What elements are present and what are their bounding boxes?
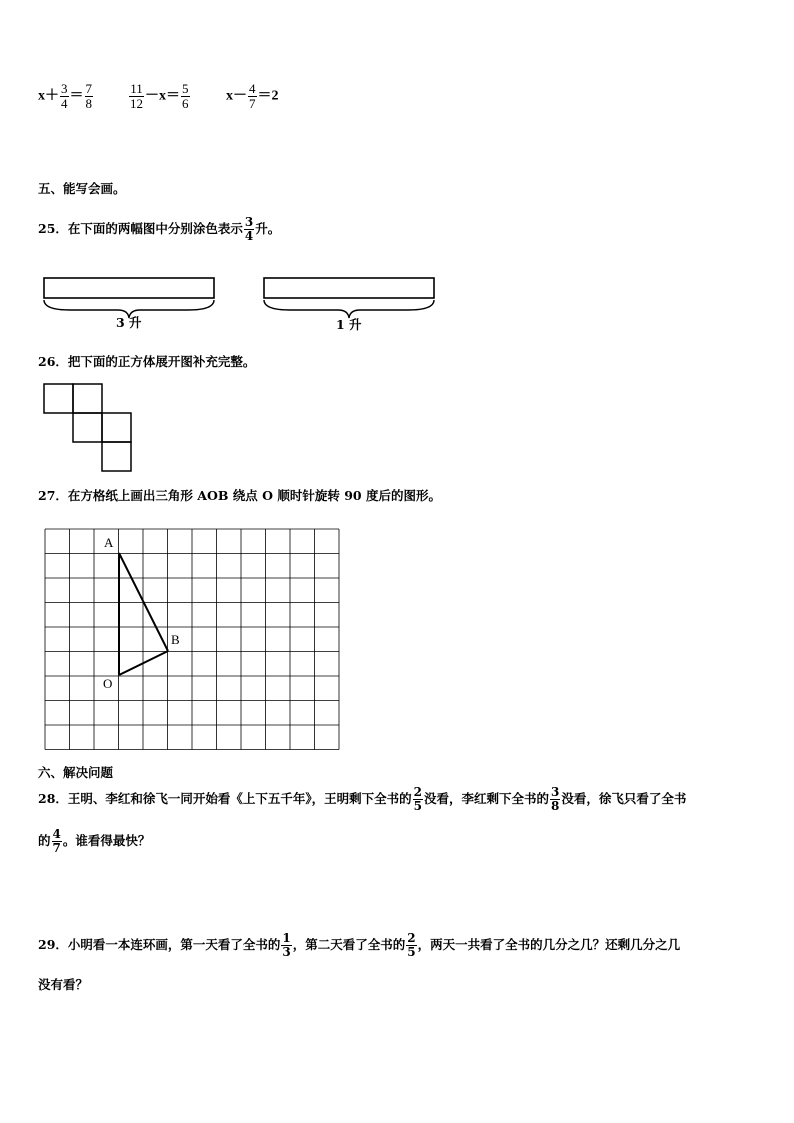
question-27: 27．在方格纸上画出三角形 AOB 绕点 O 顺时针旋转 90 度后的图形。: [38, 488, 441, 503]
segment-ab: [119, 553, 168, 651]
question-29-line-1: 29．小明看一本连环画，第一天看了全书的 $\frac{1}{3}$ ，第二天看了全书的 $\frac{2}{5}$ ，两天一共看了全书的几分之几？还剩几分之几: [38, 931, 681, 959]
label-1-liter: 1 升: [336, 317, 362, 332]
segment-bo: [119, 651, 168, 675]
equation-1: x＋ $\frac{3}{4}$ ＝ $\frac{7}{8}$: [38, 81, 92, 111]
equation-2: $\frac{11}{12}$ －x＝ $\frac{5}{6}$: [130, 81, 189, 111]
question-25: 25．在下面的两幅图中分别涂色表示 $\frac{3}{4}$ 升。: [38, 215, 281, 243]
q25-diagram: [30, 270, 450, 340]
question-28-line-1: 28．王明、李红和徐飞一同开始看《上下五千年》，王明剩下全书的 $\frac{2}{5}$ 没看，李红剩下全书的 $\frac{3}{8}$ 没看，徐飞只看了全书: [38, 785, 687, 813]
point-a-label: A: [104, 535, 114, 550]
net-square: [102, 413, 131, 442]
section-5-title: 五、能写会画。: [38, 181, 126, 196]
question-29-line-2: 没有看？: [38, 977, 89, 992]
point-b-label: B: [171, 632, 180, 647]
point-o-label: O: [103, 676, 113, 691]
bar-3-liters[interactable]: [44, 278, 214, 298]
grid-paper[interactable]: [40, 524, 345, 754]
label-3-liters: 3 升: [116, 315, 142, 330]
net-square: [73, 413, 102, 442]
net-square: [44, 384, 73, 413]
net-square: [73, 384, 102, 413]
equation-3: x－ $\frac{4}{7}$ ＝2: [226, 81, 279, 111]
bar-1-liter[interactable]: [264, 278, 434, 298]
net-square: [102, 442, 131, 471]
question-28-line-2: 的 $\frac{4}{7}$ 。谁看得最快？: [38, 827, 151, 855]
section-6-title: 六、解决问题: [38, 765, 114, 780]
question-26: 26．把下面的正方体展开图补充完整。: [38, 354, 256, 369]
cube-net: [40, 380, 140, 480]
